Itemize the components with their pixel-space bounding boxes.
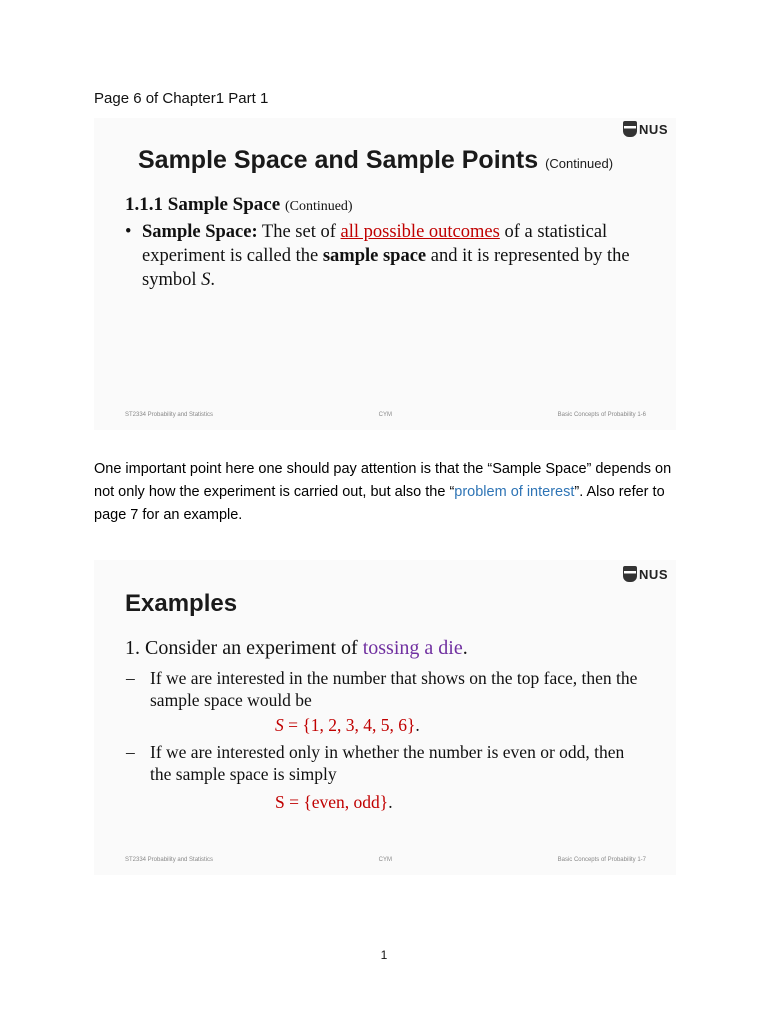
bullet-part1: The set of bbox=[261, 222, 336, 242]
dash-icon: – bbox=[126, 668, 135, 688]
sub2-text: If we are interested only in whether the number is even or odd, then the sample space is simply bbox=[150, 742, 625, 784]
slide-examples bbox=[94, 560, 676, 875]
slide-title-text: Sample Space and Sample Points bbox=[138, 146, 539, 174]
paragraph-highlight: problem of interest bbox=[454, 484, 575, 500]
sub1-text: If we are interested in the number that shows on the top face, then the sample space would be bbox=[150, 668, 638, 710]
nus-logo bbox=[623, 566, 668, 582]
set-even-odd-end: . bbox=[388, 792, 393, 812]
slide-footer bbox=[125, 412, 646, 418]
sub-item-2 bbox=[126, 741, 650, 785]
example-item bbox=[125, 637, 468, 660]
slide-footer bbox=[125, 857, 646, 863]
set-end: . bbox=[415, 715, 420, 735]
subheading-text: 1.1.1 Sample Space bbox=[125, 194, 281, 215]
slide-sample-space bbox=[94, 118, 676, 430]
footer-right: Basic Concepts of Probability 1-6 bbox=[557, 412, 646, 418]
page-header: Page 6 of Chapter1 Part 1 bbox=[94, 90, 269, 107]
bullet-part2: of a statistical experiment is called the bbox=[142, 222, 608, 266]
nus-crest-icon bbox=[623, 121, 637, 137]
footer-left: ST2334 Probability and Statistics bbox=[125, 857, 214, 863]
set-even-odd-values: S = {even, odd} bbox=[275, 792, 389, 812]
item-highlight: tossing a die bbox=[362, 637, 463, 659]
symbol-s: S bbox=[201, 270, 211, 290]
symbol-end: . bbox=[210, 270, 215, 290]
footer-center: CYM bbox=[378, 857, 392, 863]
page-number: 1 bbox=[380, 948, 388, 962]
item-number: 1. bbox=[125, 637, 140, 659]
footer-center: CYM bbox=[378, 412, 392, 418]
paragraph-part1: One important point here one should pay attention is that the “Sample Space” depends on not only how the experiment is carried out, but also the “ bbox=[94, 461, 672, 500]
examples-title: Examples bbox=[125, 590, 238, 617]
bullet-part3: and it is represented by the symbol bbox=[142, 246, 630, 290]
subheading-note: (Continued) bbox=[284, 199, 353, 214]
bullet-highlight: all possible outcomes bbox=[340, 222, 500, 242]
set-even-odd bbox=[275, 792, 393, 813]
explanation-paragraph bbox=[94, 458, 684, 527]
set-symbol: S bbox=[275, 715, 284, 735]
set-numbers bbox=[275, 715, 420, 736]
bullet-icon: • bbox=[125, 222, 132, 242]
item-text: Consider an experiment of bbox=[145, 637, 358, 659]
nus-crest-icon bbox=[623, 566, 637, 582]
paragraph-part2: ”. Also refer to page 7 for an example. bbox=[94, 484, 665, 523]
slide-title bbox=[138, 146, 613, 175]
sub-item-1 bbox=[126, 667, 650, 711]
item-end: . bbox=[462, 637, 468, 659]
nus-logo-text: NUS bbox=[639, 121, 668, 137]
bullet-term: Sample Space: bbox=[142, 222, 258, 242]
nus-logo bbox=[623, 121, 668, 137]
slide-title-note: (Continued) bbox=[545, 156, 614, 171]
subheading bbox=[125, 194, 353, 216]
nus-logo-text: NUS bbox=[639, 566, 668, 582]
set-values: = {1, 2, 3, 4, 5, 6} bbox=[283, 715, 416, 735]
footer-right: Basic Concepts of Probability 1-7 bbox=[557, 857, 646, 863]
dash-icon: – bbox=[126, 742, 135, 762]
definition-bullet bbox=[125, 220, 650, 292]
bullet-bold: sample space bbox=[322, 246, 427, 266]
footer-left: ST2334 Probability and Statistics bbox=[125, 412, 214, 418]
